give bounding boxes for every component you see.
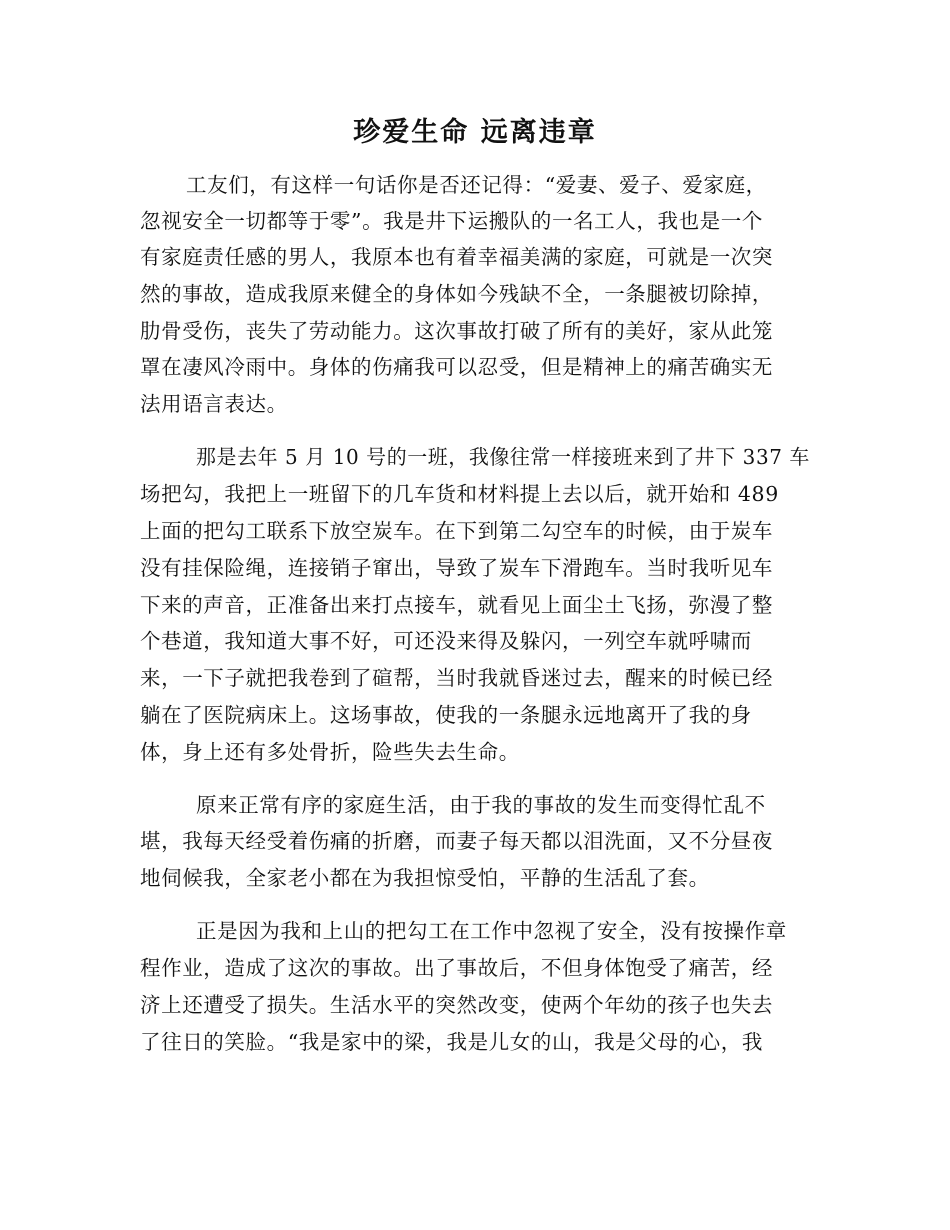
paragraph-2-line-7: 来，一下子就把我卷到了碹帮，当时我就昏迷过去，醒来的时候已经 — [140, 666, 773, 690]
paragraph-2-line-9: 体，身上还有多处骨折，险些失去生命。 — [140, 740, 520, 764]
paragraph-1-line-1: 工友们，有这样一句话你是否还记得：“爱妻、爱子、爱家庭， — [186, 173, 767, 197]
paragraph-1-line-4: 然的事故，造成我原来健全的身体如今残缺不全，一条腿被切除掉， — [140, 282, 773, 306]
paragraph-4-line-1: 正是因为我和上山的把勾工在工作中忽视了安全，没有按操作章 — [196, 919, 787, 943]
paragraph-1-line-2: 忽视安全一切都等于零”。我是井下运搬队的一名工人，我也是一个 — [140, 209, 763, 233]
paragraph-2-line-6: 个巷道，我知道大事不好，可还没来得及躲闪，一列空车就呼啸而 — [140, 629, 752, 653]
paragraph-2-line-3: 上面的把勾工联系下放空炭车。在下到第二勾空车的时候，由于炭车 — [140, 519, 773, 543]
paragraph-4-line-4: 了往日的笑脸。“我是家中的梁，我是儿女的山，我是父母的心，我 — [140, 1030, 763, 1054]
paragraph-2-line-2: 场把勾，我把上一班留下的几车货和材料提上去以后，就开始和 489 — [140, 482, 779, 506]
paragraph-1-line-7: 法用语言表达。 — [140, 392, 288, 416]
paragraph-2-line-5: 下来的声音，正准备出来打点接车，就看见上面尘土飞扬，弥漫了整 — [140, 593, 773, 617]
paragraph-1-line-3: 有家庭责任感的男人，我原本也有着幸福美满的家庭，可就是一次突 — [140, 245, 773, 269]
paragraph-1-line-5: 肋骨受伤，丧失了劳动能力。这次事故打破了所有的美好，家从此笼 — [140, 319, 773, 343]
paragraph-4-line-3: 济上还遭受了损失。生活水平的突然改变，使两个年幼的孩子也失去 — [140, 993, 773, 1017]
paragraph-3-line-3: 地伺候我，全家老小都在为我担惊受怕，平静的生活乱了套。 — [140, 866, 710, 890]
paragraph-2-line-8: 躺在了医院病床上。这场事故，使我的一条腿永远地离开了我的身 — [140, 703, 752, 727]
paragraph-4-line-2: 程作业，造成了这次的事故。出了事故后，不但身体饱受了痛苦，经 — [140, 956, 773, 980]
paragraph-1-line-6: 罩在凄风冷雨中。身体的伤痛我可以忍受，但是精神上的痛苦确实无 — [140, 355, 773, 379]
paragraph-3-line-1: 原来正常有序的家庭生活，由于我的事故的发生而变得忙乱不 — [196, 793, 766, 817]
document-title: 珍爱生命 远离违章 — [353, 117, 597, 148]
paragraph-2-line-1: 那是去年 5 月 10 号的一班，我像往常一样接班来到了井下 337 车 — [196, 445, 810, 469]
paragraph-3-line-2: 堪，我每天经受着伤痛的折磨，而妻子每天都以泪洗面，又不分昼夜 — [140, 829, 773, 853]
paragraph-2-line-4: 没有挂保险绳，连接销子窜出，导致了炭车下滑跑车。当时我听见车 — [140, 556, 773, 580]
